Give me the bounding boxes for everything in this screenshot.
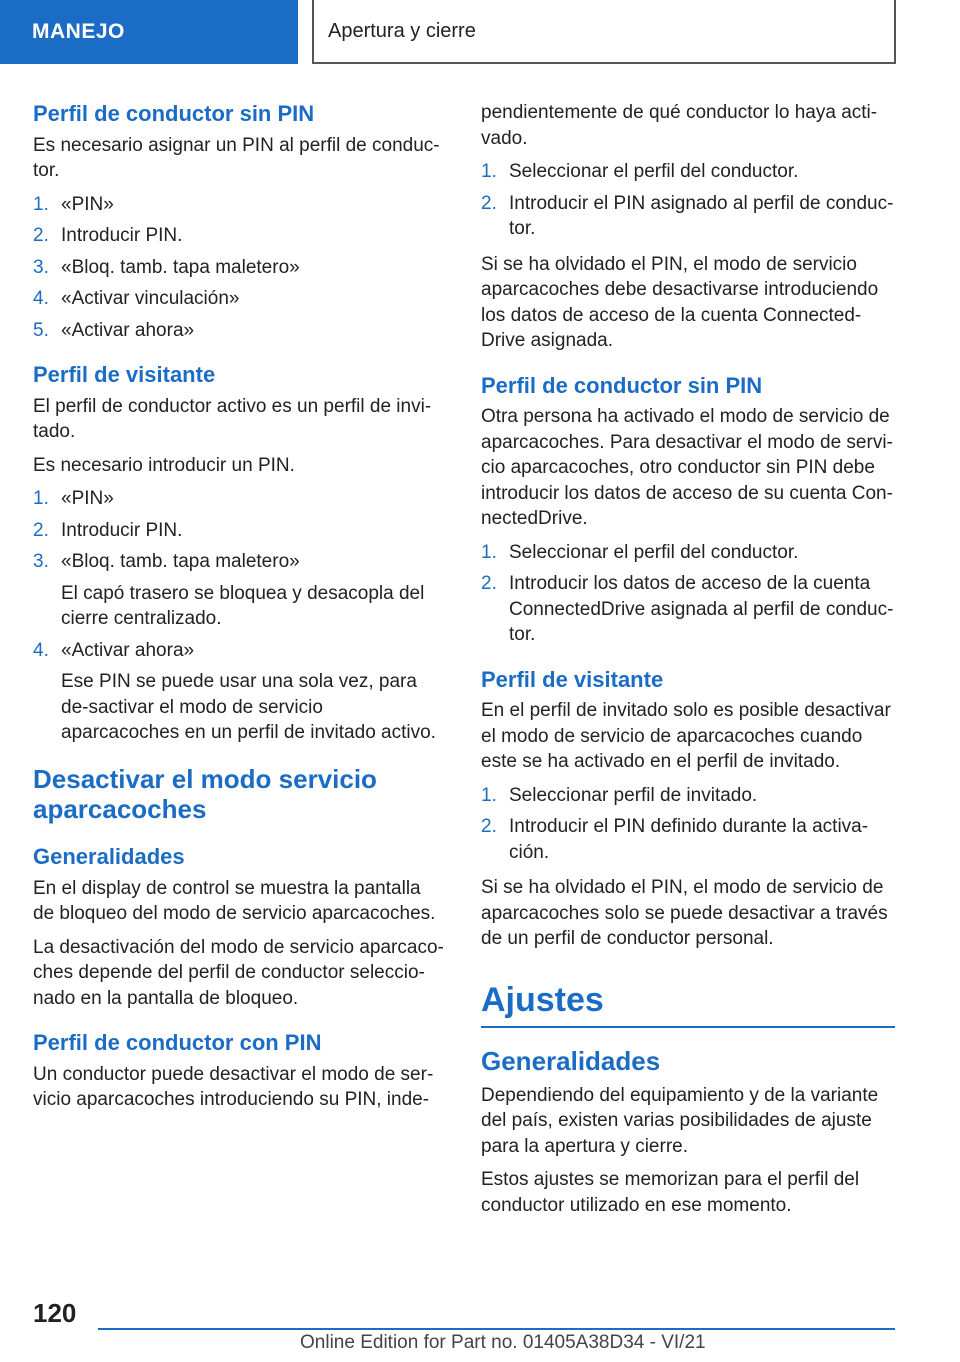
list-item — [481, 540, 895, 566]
step-list — [33, 192, 445, 344]
paragraph: Es necesario asignar un PIN al perfil de conduc-tor. — [33, 134, 440, 182]
section-title: Generalidades — [481, 1045, 661, 1076]
right-column — [481, 100, 895, 1226]
chapter-label: Apertura y cierre — [328, 19, 476, 42]
step-text: «Bloq. tamb. tapa maletero» — [61, 256, 300, 278]
list-item — [33, 318, 445, 344]
list-item — [481, 571, 895, 648]
section-title: Perfil de conductor sin PIN — [33, 101, 315, 126]
list-item — [33, 192, 445, 218]
step-text: «PIN» — [61, 193, 114, 215]
footer-edition: Online Edition for Part no. 01405A38D34 - VI/21 — [300, 1332, 706, 1353]
section-driver-no-pin — [33, 100, 445, 343]
section-general-2 — [481, 1046, 895, 1218]
step-number: 2. — [481, 192, 497, 214]
chapter-header — [312, 0, 896, 64]
step-number: 2. — [33, 519, 49, 541]
paragraph: Si se ha olvidado el PIN, el modo de servicio de aparcacoches solo se puede desactivar a través de un perfil de conductor personal. — [481, 877, 888, 950]
step-text: «Activar ahora» — [61, 639, 195, 661]
list-item — [481, 159, 895, 185]
step-number: 2. — [481, 573, 497, 595]
step-text: «Activar ahora» — [61, 319, 195, 341]
step-text: Seleccionar el perfil del conductor. — [509, 541, 799, 563]
paragraph: Otra persona ha activado el modo de servicio de aparcacoches. Para desactivar el modo de servi-cio aparcacoches, otro conductor sin PIN debe introducir los datos de acceso de su cuenta Con-nectedDrive. — [481, 406, 893, 530]
section-driver-with-pin — [33, 1029, 445, 1113]
step-list — [481, 540, 895, 648]
step-number: 1. — [481, 541, 497, 563]
list-item — [481, 814, 895, 865]
section-visitor-profile — [33, 361, 445, 746]
section-title: Generalidades — [33, 844, 185, 870]
step-text: Introducir los datos de acceso de la cuenta ConnectedDrive asignada al perfil de conduc-tor. — [509, 573, 894, 646]
paragraph: Dependiendo del equipamiento y de la variante del país, existen varias posibilidades de ajuste para la apertura y cierre. — [481, 1084, 879, 1157]
list-item — [33, 549, 445, 632]
section-deactivate-valet — [33, 764, 445, 825]
section-title: Perfil de conductor sin PIN — [481, 372, 763, 398]
list-item — [33, 518, 445, 544]
step-text: Introducir PIN. — [61, 519, 183, 541]
list-item — [33, 638, 445, 746]
step-number: 4. — [33, 639, 49, 661]
list-item — [33, 223, 445, 249]
step-list — [481, 159, 895, 242]
paragraph: En el display de control se muestra la pantalla de bloqueo del modo de servicio aparcacoches. — [33, 877, 436, 925]
step-number: 4. — [33, 288, 49, 310]
paragraph: Un conductor puede desactivar el modo de ser-vicio aparcacoches introduciendo su PIN, inde- — [33, 1063, 434, 1111]
step-number: 1. — [33, 193, 49, 215]
step-number: 3. — [33, 551, 49, 573]
step-number: 3. — [33, 256, 49, 278]
step-text: Seleccionar perfil de invitado. — [509, 784, 758, 806]
list-item — [33, 286, 445, 312]
list-item — [481, 191, 895, 242]
step-number: 2. — [481, 816, 497, 838]
paragraph: La desactivación del modo de servicio aparcaco-ches depende del perfil de conductor seleccio-nado en la pantalla de bloqueo. — [33, 936, 444, 1009]
chapter-title: Desactivar el modo servicio aparcacoches — [33, 763, 377, 825]
list-item — [33, 255, 445, 281]
section-driver-no-pin-2 — [481, 372, 895, 648]
step-text: Seleccionar el perfil del conductor. — [509, 161, 799, 182]
section-label: MANEJO — [32, 20, 125, 43]
chapter-title: Ajustes — [481, 978, 895, 1028]
section-tab — [0, 0, 298, 64]
section-title: Perfil de visitante — [481, 666, 664, 692]
section-settings — [481, 978, 895, 1028]
section-general — [33, 843, 445, 1011]
paragraph: En el perfil de invitado solo es posible desactivar el modo de servicio de aparcacoches cuando este se ha activado en el perfil de invitado. — [481, 700, 891, 773]
footer-divider — [98, 1328, 895, 1330]
step-text: «Activar vinculación» — [61, 288, 240, 310]
paragraph: Estos ajustes se memorizan para el perfil del conductor utilizado en ese momento. — [481, 1169, 860, 1216]
step-number: 1. — [481, 784, 497, 806]
list-item — [33, 486, 445, 512]
step-number: 2. — [33, 225, 49, 247]
section-visitor-profile-2 — [481, 666, 895, 952]
paragraph: Es necesario introducir un PIN. — [33, 454, 295, 476]
step-text: Introducir el PIN definido durante la activa-ción. — [509, 816, 869, 863]
step-number: 5. — [33, 319, 49, 341]
step-text: Introducir el PIN asignado al perfil de conduc-tor. — [509, 192, 894, 239]
section-continued — [481, 100, 895, 354]
step-note: El capó trasero se bloquea y desacopla del cierre centralizado. — [61, 582, 425, 630]
step-text: Introducir PIN. — [61, 225, 183, 247]
page-number: 120 — [33, 1298, 77, 1328]
paragraph: pendientemente de qué conductor lo haya acti-vado. — [481, 102, 878, 149]
step-number: 1. — [481, 161, 497, 182]
step-note: Ese PIN se puede usar una sola vez, para de-sactivar el modo de servicio aparcacoches en un perfil de invitado activo. — [61, 671, 436, 744]
step-list — [33, 486, 445, 746]
step-text: «PIN» — [61, 488, 114, 510]
paragraph: Si se ha olvidado el PIN, el modo de servicio aparcacoches debe desactivarse introduciendo los datos de acceso de la cuenta Connected-Drive asignada. — [481, 253, 879, 351]
step-text: «Bloq. tamb. tapa maletero» — [61, 551, 300, 573]
left-column — [33, 100, 445, 1121]
section-title: Perfil de visitante — [33, 362, 216, 388]
step-list — [481, 783, 895, 866]
list-item — [481, 783, 895, 809]
step-number: 1. — [33, 488, 49, 510]
section-title: Perfil de conductor con PIN — [33, 1030, 322, 1056]
paragraph: El perfil de conductor activo es un perfil de invi-tado. — [33, 395, 432, 443]
